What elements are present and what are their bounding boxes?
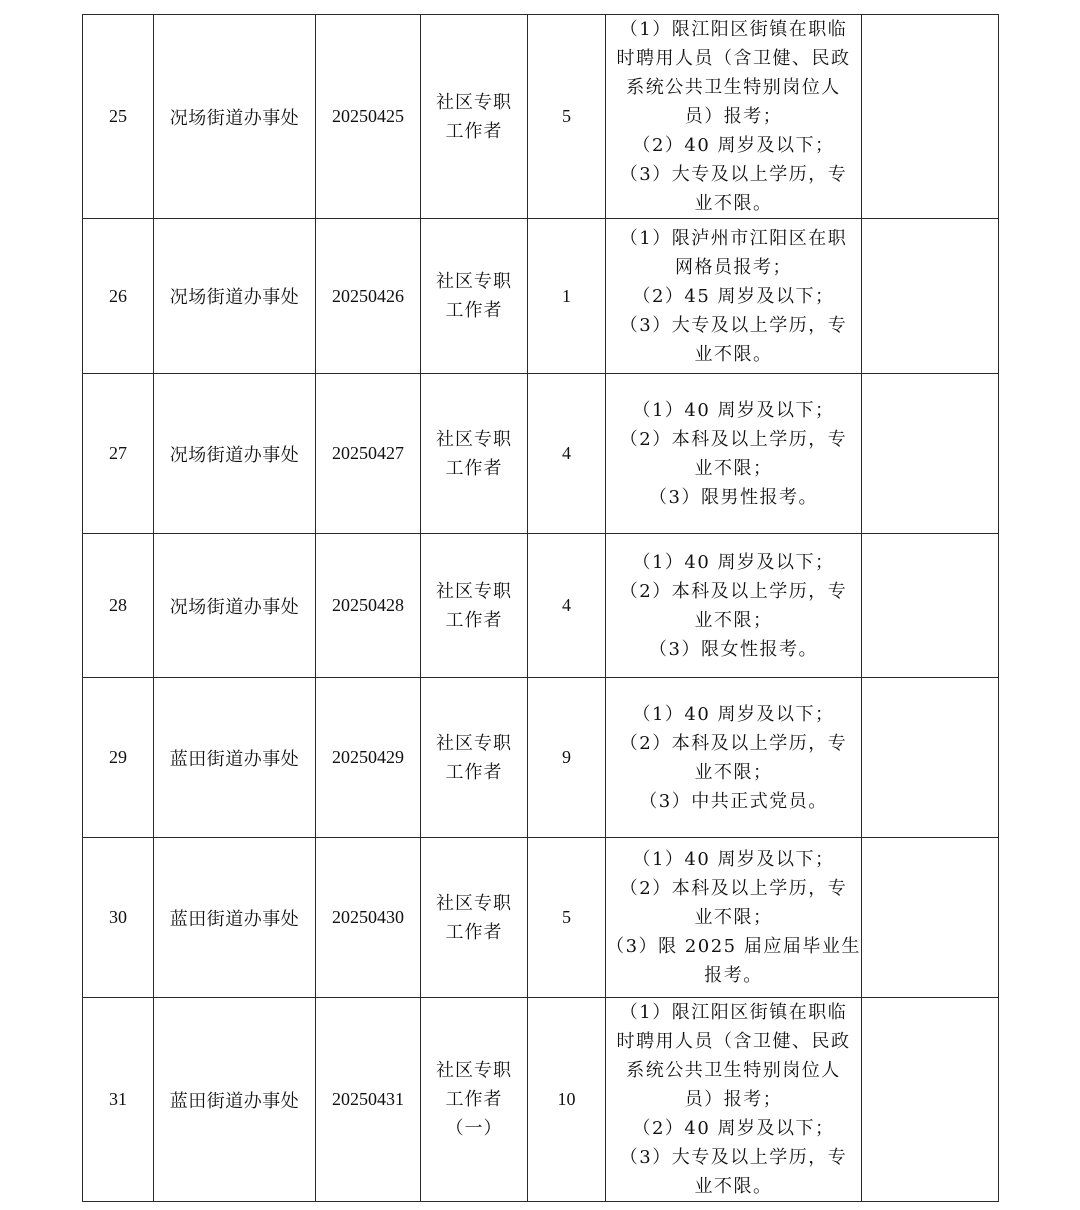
position-name-line: 社区专职 — [436, 91, 512, 113]
hiring-unit: 况场街道办事处 — [154, 219, 316, 374]
hiring-count: 4 — [528, 534, 606, 678]
requirement-line: 业不限。 — [694, 193, 773, 214]
requirement-line: （3）大专及以上学历，专 — [619, 314, 848, 336]
requirement-line: （3）大专及以上学历，专 — [619, 1147, 848, 1168]
position-name-line: 社区专职 — [436, 271, 512, 292]
position-name — [421, 15, 528, 219]
remarks — [862, 219, 999, 374]
requirement-line: 业不限； — [694, 907, 773, 928]
row-number: 30 — [83, 838, 154, 998]
position-name-line: 工作者 — [445, 457, 503, 479]
hiring-unit: 况场街道办事处 — [154, 374, 316, 534]
position-name-line: 工作者 — [445, 761, 503, 783]
requirement-line: （1）40 周岁及以下； — [632, 551, 835, 573]
position-code: 20250431 — [316, 998, 421, 1202]
table-row — [83, 374, 999, 534]
row-number: 29 — [83, 678, 154, 838]
requirement-line: （2）40 周岁及以下； — [632, 135, 835, 156]
requirement-line: 时聘用人员（含卫健、民政 — [616, 48, 851, 69]
position-name-line: 工作者 — [445, 1089, 503, 1110]
requirements — [606, 219, 862, 374]
hiring-unit: 蓝田街道办事处 — [154, 678, 316, 838]
position-name-line: 社区专职 — [436, 732, 512, 754]
table-body — [83, 15, 999, 1202]
hiring-unit: 蓝田街道办事处 — [154, 998, 316, 1202]
remarks — [862, 534, 999, 678]
requirement-line: 报考。 — [704, 965, 763, 986]
table-row — [83, 998, 999, 1202]
remarks — [862, 998, 999, 1202]
recruitment-table — [82, 14, 999, 1202]
position-name-line: 社区专职 — [436, 1060, 512, 1081]
requirement-line: （1）限江阳区街镇在职临 — [619, 19, 848, 40]
requirement-line: （3）限男性报考。 — [649, 486, 818, 508]
position-name-line: 社区专职 — [436, 892, 512, 914]
requirement-line: （2）45 周岁及以下； — [632, 285, 835, 307]
requirement-line: 系统公共卫生特别岗位人 — [626, 77, 841, 98]
requirements — [606, 838, 862, 998]
hiring-count: 4 — [528, 374, 606, 534]
requirements — [606, 534, 862, 678]
row-number: 28 — [83, 534, 154, 678]
position-name — [421, 219, 528, 374]
table-row — [83, 678, 999, 838]
position-name — [421, 838, 528, 998]
requirements — [606, 374, 862, 534]
requirements — [606, 15, 862, 219]
position-name-line: 工作者 — [445, 300, 503, 321]
position-code: 20250429 — [316, 678, 421, 838]
requirement-line: （3）中共正式党员。 — [639, 790, 828, 812]
table-row — [83, 219, 999, 374]
requirement-line: （1）40 周岁及以下； — [632, 399, 835, 421]
position-code: 20250425 — [316, 15, 421, 219]
position-name-line: 社区专职 — [436, 428, 512, 450]
requirements — [606, 998, 862, 1202]
requirement-line: 业不限。 — [694, 1176, 773, 1197]
requirement-line: 业不限； — [694, 761, 773, 783]
requirement-line: （2）本科及以上学历，专 — [619, 878, 848, 899]
position-name — [421, 374, 528, 534]
requirement-line: （2）本科及以上学历，专 — [619, 580, 848, 602]
position-name-line: 工作者 — [445, 609, 503, 631]
position-name-line: 工作者 — [445, 120, 503, 142]
position-name — [421, 998, 528, 1202]
requirement-line: （3）限女性报考。 — [649, 638, 818, 660]
table-row — [83, 15, 999, 219]
requirement-line: 业不限； — [694, 457, 773, 479]
table-row — [83, 534, 999, 678]
remarks — [862, 678, 999, 838]
requirement-line: （2）40 周岁及以下； — [632, 1118, 835, 1139]
requirement-line: 系统公共卫生特别岗位人 — [626, 1060, 841, 1081]
requirement-line: （3）大专及以上学历，专 — [619, 164, 848, 185]
row-number: 27 — [83, 374, 154, 534]
position-name — [421, 534, 528, 678]
position-code: 20250427 — [316, 374, 421, 534]
requirement-line: 网格员报考； — [675, 256, 792, 278]
hiring-unit: 蓝田街道办事处 — [154, 838, 316, 998]
requirement-line: （1）限江阳区街镇在职临 — [619, 1002, 848, 1023]
requirements — [606, 678, 862, 838]
hiring-count: 5 — [528, 838, 606, 998]
hiring-count: 5 — [528, 15, 606, 219]
remarks — [862, 838, 999, 998]
requirement-line: 业不限； — [694, 609, 773, 631]
requirement-line: （1）40 周岁及以下； — [632, 703, 835, 725]
hiring-count: 9 — [528, 678, 606, 838]
position-name-line: 社区专职 — [436, 580, 512, 602]
requirement-line: 员）报考； — [684, 1089, 783, 1110]
requirement-line: （1）限泸州市江阳区在职 — [619, 227, 848, 249]
position-name — [421, 678, 528, 838]
requirement-line: （1）40 周岁及以下； — [632, 849, 835, 870]
position-code: 20250428 — [316, 534, 421, 678]
row-number: 26 — [83, 219, 154, 374]
row-number: 25 — [83, 15, 154, 219]
position-name-line: 工作者 — [445, 921, 503, 943]
position-code: 20250426 — [316, 219, 421, 374]
requirement-line: （2）本科及以上学历，专 — [619, 428, 848, 450]
position-name-line: （一） — [445, 1118, 503, 1139]
hiring-count: 1 — [528, 219, 606, 374]
requirement-line: （2）本科及以上学历，专 — [619, 732, 848, 754]
remarks — [862, 374, 999, 534]
requirement-line: （3）限 2025 届应届毕业生 — [606, 936, 861, 957]
hiring-unit: 况场街道办事处 — [154, 534, 316, 678]
requirement-line: 业不限。 — [694, 343, 773, 365]
requirement-line: 员）报考； — [684, 106, 783, 127]
remarks — [862, 15, 999, 219]
position-code: 20250430 — [316, 838, 421, 998]
requirement-line: 时聘用人员（含卫健、民政 — [616, 1031, 851, 1052]
hiring-unit: 况场街道办事处 — [154, 15, 316, 219]
row-number: 31 — [83, 998, 154, 1202]
table-row — [83, 838, 999, 998]
hiring-count: 10 — [528, 998, 606, 1202]
